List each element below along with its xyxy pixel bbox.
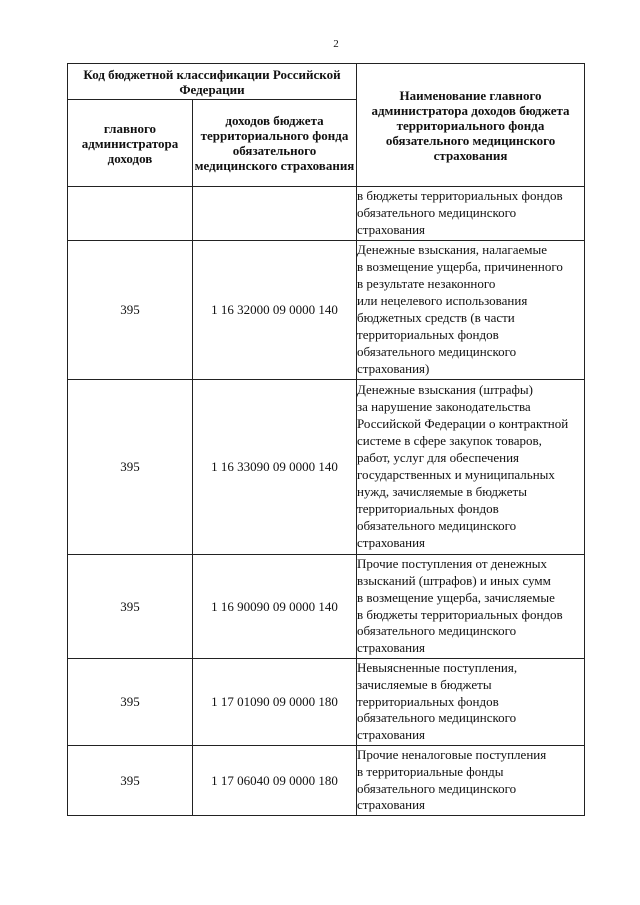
table-row <box>68 659 585 746</box>
header-admin-name: Наименование главного администратора доходов бюджета территориального фонда обязательного медицинского страхования <box>357 64 585 187</box>
income-code-cell: 1 17 01090 09 0000 180 <box>193 659 357 746</box>
table-row <box>68 187 585 241</box>
income-code-cell <box>193 187 357 241</box>
admin-code-cell: 395 <box>68 380 193 555</box>
income-name-cell: Денежные взыскания (штрафы) за нарушение законодательства Российской Федерации о контрактной системе в сфере закупок товаров, работ, услуг для обеспечения государственных и муниципальных нужд, зачисляемые в бюджеты территориальных фондов обязательного медицинского страхования <box>357 380 585 555</box>
income-name-cell: Денежные взыскания, налагаемые в возмещение ущерба, причиненного в результате незаконного или нецелевого использования бюджетных средств (в части территориальных фондов обязательного медицинского страхования) <box>357 241 585 380</box>
income-code-cell: 1 16 33090 09 0000 140 <box>193 380 357 555</box>
admin-code-cell <box>68 187 193 241</box>
income-name-cell: Невыясненные поступления, зачисляемые в бюджеты территориальных фондов обязательного медицинского страхования <box>357 659 585 746</box>
table-row <box>68 380 585 555</box>
budget-classification-table <box>67 63 585 816</box>
header-fund-income: доходов бюджета территориального фонда обязательного медицинского страхования <box>193 100 357 187</box>
income-code-cell: 1 16 32000 09 0000 140 <box>193 241 357 380</box>
page-number: 2 <box>333 38 339 50</box>
table-row <box>68 746 585 816</box>
admin-code-cell: 395 <box>68 555 193 659</box>
admin-code-cell: 395 <box>68 659 193 746</box>
income-name-cell: Прочие поступления от денежных взысканий (штрафов) и иных сумм в возмещение ущерба, зачисляемые в бюджеты территориальных фондов обязательного медицинского страхования <box>357 555 585 659</box>
admin-code-cell: 395 <box>68 746 193 816</box>
header-bcc-group: Код бюджетной классификации Российской Федерации <box>68 64 357 100</box>
table-row <box>68 241 585 380</box>
income-name-cell: в бюджеты территориальных фондов обязательного медицинского страхования <box>357 187 585 241</box>
income-name-cell: Прочие неналоговые поступления в территориальные фонды обязательного медицинского страхования <box>357 746 585 816</box>
header-chief-admin: главного администратора доходов <box>68 100 193 187</box>
income-code-cell: 1 17 06040 09 0000 180 <box>193 746 357 816</box>
admin-code-cell: 395 <box>68 241 193 380</box>
table-row <box>68 555 585 659</box>
table-header-row <box>68 64 585 100</box>
income-code-cell: 1 16 90090 09 0000 140 <box>193 555 357 659</box>
